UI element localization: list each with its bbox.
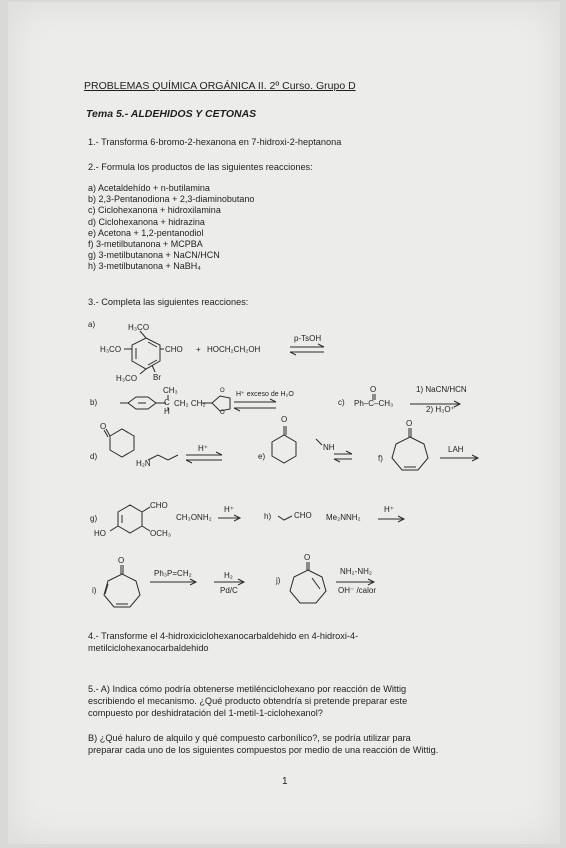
i-oxygen: O: [118, 556, 125, 565]
page-number: 1: [282, 776, 288, 787]
i-reagent2: H₂: [224, 571, 233, 580]
j-reagent: NH₂-NH₂: [340, 567, 372, 576]
b-chain: CH₂ CH₂: [174, 399, 206, 408]
b-o-bottom: O: [220, 410, 225, 416]
problem-5a-line1: 5.- A) Indica cómo podría obtenerse metilénciclohexano por reacción de Wittig: [88, 684, 407, 694]
list-item: f) 3-metilbutanona + MCPBA: [88, 239, 203, 250]
page-title: PROBLEMAS QUÍMICA ORGÁNICA II. 2º Curso. Grupo D: [84, 80, 356, 92]
g-reagent: CH₃ONH₂: [176, 513, 212, 522]
i-cycloheptenone-ring: [104, 574, 140, 607]
b-conditions: H⁺ exceso de H₂O: [236, 391, 294, 398]
d-cyclohexanone-ring: [110, 429, 134, 457]
a-cho: CHO: [165, 345, 183, 354]
c-ketone: Ph–C–CH₃: [354, 399, 394, 408]
problem-5a-line3: compuesto por deshidratación del 1-metil-1-ciclohexanol?: [88, 708, 323, 718]
list-item: e) Acetona + 1,2-pentanodiol: [88, 227, 204, 238]
e-oxygen: O: [281, 415, 288, 424]
b-ch3: CH₃: [163, 386, 178, 395]
a-catalyst: p-TsOH: [294, 334, 322, 343]
a-br: Br: [153, 373, 161, 382]
letter-b: b): [90, 398, 98, 407]
problem-4-line1: 4.- Transforme el 4-hidroxiciclohexanocarbaldehido en 4-hidroxi-4-: [88, 631, 359, 641]
letter-g: g): [90, 514, 98, 523]
list-item: g) 3-metilbutanona + NaCN/HCN: [88, 250, 220, 261]
a-plus: +: [196, 345, 201, 354]
letter-d: d): [90, 452, 98, 461]
g-conditions: H⁺: [224, 505, 234, 514]
letter-c: c): [338, 398, 345, 407]
f-oxygen: O: [406, 419, 413, 428]
list-item: b) 2,3-Pentanodiona + 2,3-diaminobutano: [88, 194, 255, 205]
letter-i: i): [92, 586, 97, 595]
e-cyclohexanone-ring: [272, 435, 296, 463]
letter-f: f): [378, 454, 383, 463]
section-heading: Tema 5.- ALDEHIDOS Y CETONAS: [86, 108, 257, 120]
j-conditions: OH⁻ /calor: [338, 586, 377, 595]
j-oxygen: O: [304, 553, 311, 562]
d-conditions: H⁺: [198, 444, 208, 453]
problem-4-line2: metilciclohexanocarbaldehido: [88, 643, 209, 653]
a-h3co-top: H₃CO: [128, 323, 150, 332]
g-cho: CHO: [150, 501, 168, 510]
f-reagent: LAH: [448, 445, 464, 454]
problem-5b-line2: preparar cada uno de los siguientes compuestos por medio de una reacción de Wittig.: [88, 745, 439, 755]
list-item: a) Acetaldehído + n-butilamina: [88, 183, 210, 193]
i-reagent1: Ph₃P=CH₂: [154, 569, 192, 578]
problem-5a-line2: escribiendo el mecanismo. ¿Qué producto obtendría si pretende preparar este: [88, 696, 408, 706]
b-o-top: O: [220, 388, 225, 394]
h-conditions: H⁺: [384, 505, 394, 514]
d-amine: H₂N: [136, 459, 151, 468]
h-cho: CHO: [294, 511, 312, 520]
letter-e: e): [258, 452, 266, 461]
d-amine-chain: [148, 455, 178, 460]
letter-j: j): [276, 576, 281, 585]
a-h3co-left: H₃CO: [100, 345, 122, 354]
list-item: h) 3-metilbutanona + NaBH₄: [88, 261, 201, 272]
a-alcohol: HOCH₂CH₂OH: [207, 345, 261, 354]
g-ho: HO: [94, 529, 106, 538]
letter-h: h): [264, 512, 272, 521]
c-oxygen: O: [370, 385, 377, 394]
letter-a: a): [88, 320, 96, 329]
i-catalyst: Pd/C: [220, 586, 238, 595]
h-reagent: Me₂NNH₂: [326, 513, 361, 522]
c-step2: 2) H₃O⁺: [426, 405, 455, 414]
b-dioxolane-ring: [212, 396, 230, 411]
f-cycloheptenone-ring: [392, 437, 428, 470]
problem-3-heading: 3.- Completa las siguientes reacciones:: [88, 297, 249, 307]
j-cycloheptenone-ring: [290, 570, 326, 603]
problem-1: 1.- Transforma 6-bromo-2-hexanona en 7-hidroxi-2-heptanona: [88, 137, 342, 147]
d-oxygen: O: [100, 422, 107, 431]
g-och3: OCH₃: [150, 529, 172, 538]
e-nh: NH: [323, 443, 335, 452]
problem-2-heading: 2.- Formula los productos de las siguientes reacciones:: [88, 162, 313, 172]
list-item: c) Ciclohexanona + hidroxilamina: [88, 205, 221, 216]
list-item: d) Ciclohexanona + hidrazina: [88, 216, 205, 227]
b-c: C: [164, 398, 170, 407]
problem-5b-line1: B) ¿Qué haluro de alquilo y qué compuesto carbonílico?, se podría utilizar para: [88, 733, 411, 743]
a-h3co-bottom: H₃CO: [116, 374, 138, 383]
c-step1: 1) NaCN/HCN: [416, 385, 467, 394]
b-h: H: [164, 407, 170, 416]
